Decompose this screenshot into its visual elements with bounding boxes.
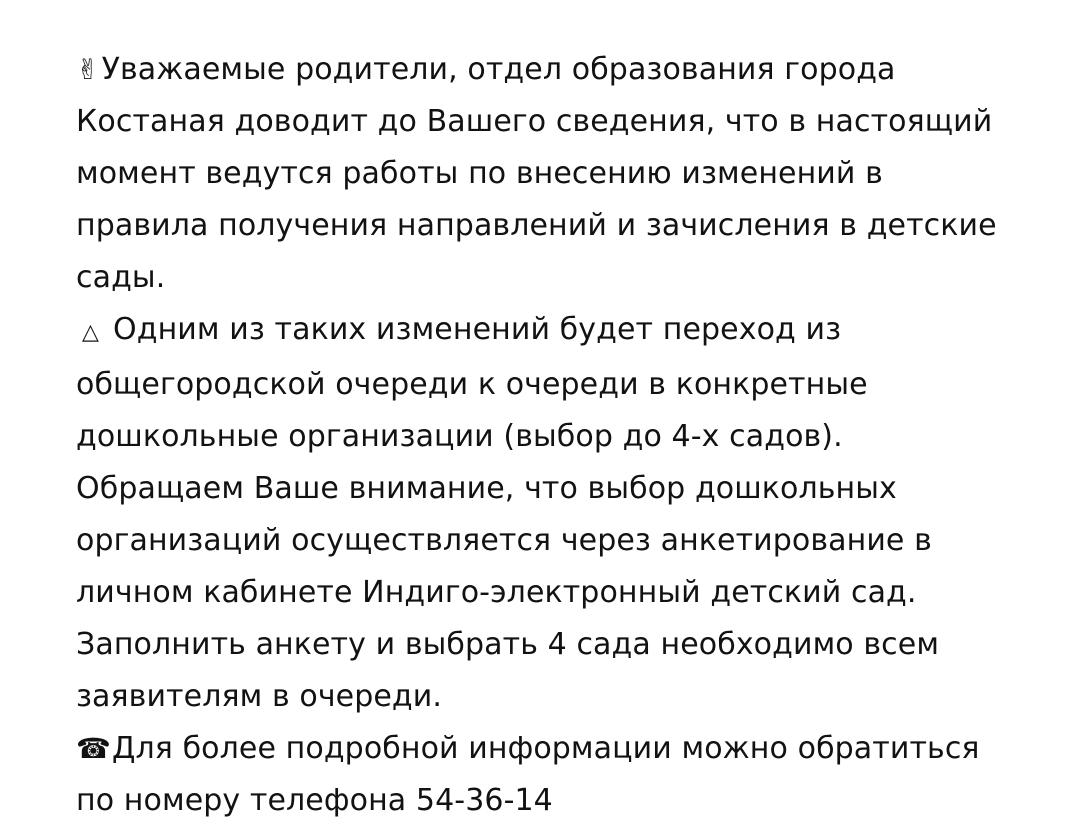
paragraph-3 bbox=[76, 723, 999, 827]
triangle-bullet-icon: △ bbox=[82, 320, 100, 345]
raised-hand-icon: ✌ bbox=[76, 53, 100, 86]
paragraph-1 bbox=[76, 44, 999, 304]
telephone-icon: ☎ bbox=[76, 732, 111, 765]
announcement-body bbox=[76, 44, 999, 827]
paragraph-1-text: Уважаемые родители, отдел образования города Костаная доводит до Вашего сведения, что в настоящий момент ведутся работы по внесению изменений в правила получения направлений и зачисления в детские сады. bbox=[76, 52, 997, 295]
paragraph-2-text: Одним из таких изменений будет переход из общегородской очереди к очереди в конкретные дошкольные организации (выбор до 4-х садов). Обращаем Ваше внимание, что выбор дошкольных организаций осуществляется через анкетирование в личном кабинете Индиго-электронный детский сад. Заполнить анкету и выбрать 4 сада необходимо всем заявителям в очереди. bbox=[76, 312, 940, 714]
paragraph-2 bbox=[76, 304, 999, 723]
paragraph-3-text: Для более подробной информации можно обратиться по номеру телефона 54-36-14 bbox=[76, 731, 980, 818]
